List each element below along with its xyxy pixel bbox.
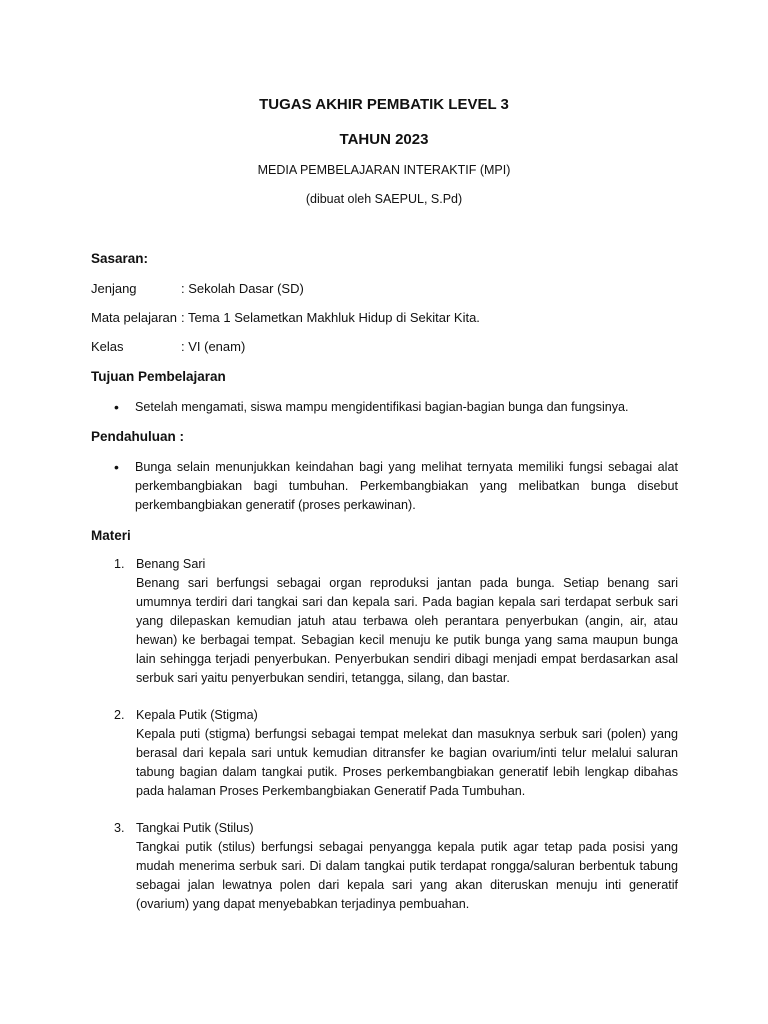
materi-item-title: Tangkai Putik (Stilus): [136, 821, 254, 835]
bullet-text: Setelah mengamati, siswa mampu mengidentifikasi bagian-bagian bunga dan fungsinya.: [135, 400, 629, 414]
materi-item-tangkai-putik: [114, 819, 678, 914]
pendahuluan-heading: Pendahuluan :: [91, 429, 185, 444]
materi-item-description: Tangkai putik (stilus) berfungsi sebagai penyangga kepala putik agar tetap pada posisi yang mudah menerima serbuk sari. Di dalam tangkai putik terdapat rongga/saluran berbentuk tabung sebagai jalan lewatnya polen dari kepala sari yang akan diteruskan menuju inti generatif (ovarium) yang dapat menyebabkan terjadinya pembuahan.: [136, 840, 678, 911]
materi-item-description: Kepala puti (stigma) berfungsi sebagai tempat melekat dan masuknya serbuk sari (polen) yang berasal dari kepala sari untuk kemudian ditransfer ke bagian ovarium/inti telur melalui saluran tabung bagian dalam tangkai putik. Proses perkembangbiakan generatif lebih lengkap dibahas pada halaman Proses Perkembangbiakan Generatif Pada Tumbuhan.: [136, 727, 678, 798]
list-item: [114, 398, 678, 417]
materi-item-title: Kepala Putik (Stigma): [136, 708, 258, 722]
document-year: TAHUN 2023: [339, 131, 429, 148]
field-label: Mata pelajaran: [91, 310, 177, 325]
sasaran-heading: Sasaran:: [91, 251, 149, 266]
document-subtitle: MEDIA PEMBELAJARAN INTERAKTIF (MPI): [257, 163, 511, 177]
materi-item-kepala-putik: [114, 706, 678, 801]
document-title: TUGAS AKHIR PEMBATIK LEVEL 3: [259, 96, 509, 113]
list-number: 3.: [114, 821, 125, 835]
list-number: 1.: [114, 557, 125, 571]
field-label: Kelas: [91, 339, 124, 354]
field-kelas: [91, 339, 245, 354]
materi-item-benang-sari: [114, 555, 678, 688]
field-mata-pelajaran: [91, 310, 480, 325]
field-jenjang: [91, 281, 304, 296]
field-label: Jenjang: [91, 281, 137, 296]
document-author: (dibuat oleh SAEPUL, S.Pd): [305, 192, 463, 206]
bullet-text: Bunga selain menunjukkan keindahan bagi yang melihat ternyata memiliki fungsi sebagai alat perkembangbiakan bagi tumbuhan. Perkembangbiakan yang melibatkan bunga disebut perkembangbiakan generatif (proses perkawinan).: [135, 460, 678, 512]
field-value: : VI (enam): [181, 339, 246, 354]
materi-item-title: Benang Sari: [136, 557, 206, 571]
materi-item-description: Benang sari berfungsi sebagai organ reproduksi jantan pada bunga. Setiap benang sari umumnya terdiri dari tangkai sari dan kepala sari. Pada bagian kepala sari terdapat serbuk sari yang dilepaskan kemudian jatuh atau terbawa oleh perantara penyerbukan (angin, air, atau hewan) ke berbagai tempat. Sebagian kecil menuju ke putik bunga yang sama maupun bunga lain sehingga terjadi penyerbukan. Penyerbukan sendiri dibagi menjadi empat berdasarkan asal serbuk sari yaitu penyerbukan sendiri, tetangga, silang, dan bastar.: [136, 576, 678, 685]
field-value: : Sekolah Dasar (SD): [181, 281, 304, 296]
list-item: [114, 458, 678, 515]
bullet-icon: •: [114, 399, 119, 415]
materi-heading: Materi: [91, 528, 131, 543]
list-number: 2.: [114, 708, 125, 722]
field-value: : Tema 1 Selametkan Makhluk Hidup di Sekitar Kita.: [181, 310, 480, 325]
tujuan-heading: Tujuan Pembelajaran: [91, 369, 226, 384]
bullet-icon: •: [114, 459, 119, 475]
